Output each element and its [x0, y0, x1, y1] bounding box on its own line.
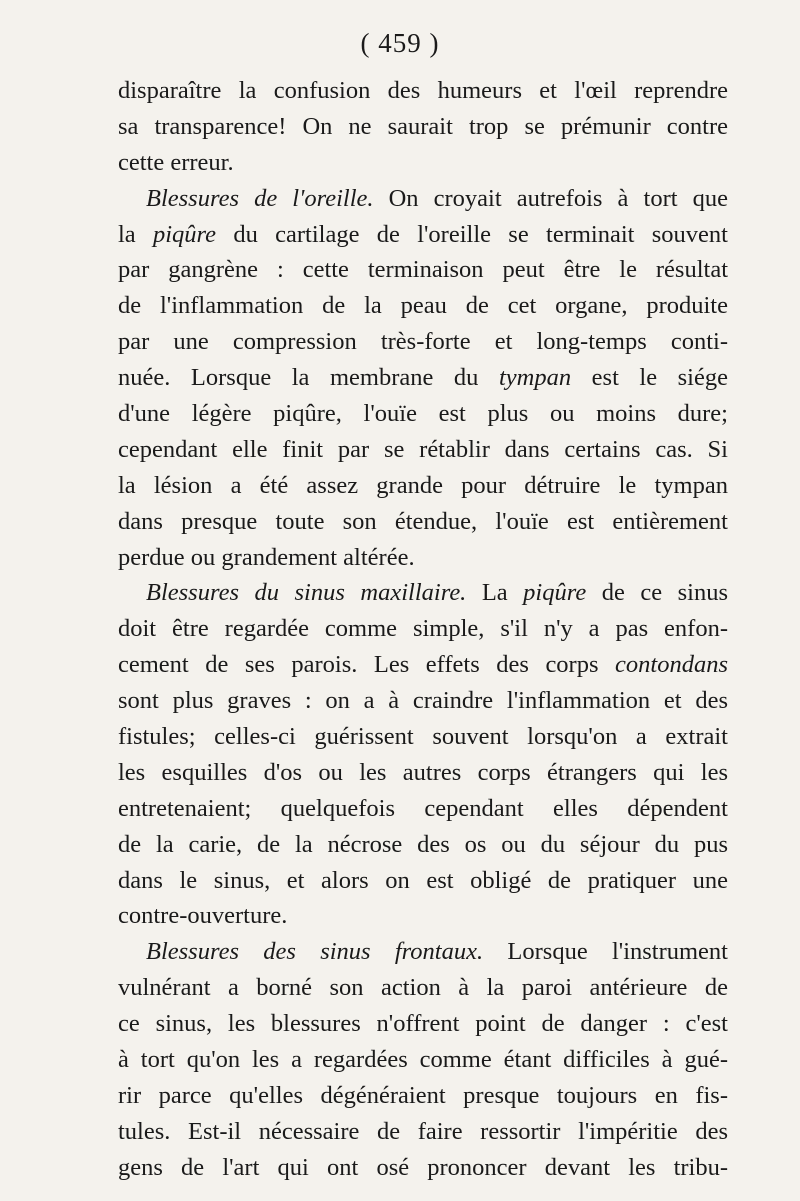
text-line: sa transparence! On ne saurait trop se prémunir contre [118, 112, 728, 140]
text-line: de la carie, de la nécrose des os ou du séjour du pus [118, 830, 728, 858]
italic-phrase: piqûre [152, 220, 217, 248]
text-line: ce sinus, les blessures n'offrent point de danger : c'est [118, 1010, 728, 1038]
italic-phrase: Blessures de l'oreille. [146, 184, 374, 212]
text-line: entretenaient; quelquefois cependant elles dépendent [118, 794, 728, 822]
text-line: cependant elle finit par se rétablir dans certains cas. Si [118, 435, 728, 463]
text-line: contre-ouverture. [118, 902, 288, 930]
page-number: ( 459 ) [360, 28, 440, 58]
text-line: cement de ses parois. Les effets des corps contondans [118, 651, 728, 679]
text-line: par gangrène : cette terminaison peut être le résultat [118, 256, 728, 284]
text-line: les esquilles d'os ou les autres corps étrangers qui les [118, 758, 728, 786]
text-line: d'une légère piqûre, l'ouïe est plus ou moins dure; [118, 400, 728, 428]
text-line: doit être regardée comme simple, s'il n'y a pas enfon- [118, 615, 728, 643]
text-line: de l'inflammation de la peau de cet organe, produite [118, 292, 728, 320]
text-line: disparaître la confusion des humeurs et l'œil reprendre [118, 77, 728, 104]
text-line: la piqûre du cartilage de l'oreille se terminait souvent [118, 220, 728, 248]
text-line: rir parce qu'elles dégénéraient presque toujours en fis- [118, 1081, 728, 1109]
text-line: dans presque toute son étendue, l'ouïe est entièrement [118, 507, 728, 535]
body-text [118, 73, 728, 1186]
italic-phrase: Blessures du sinus maxillaire. [146, 579, 467, 607]
text-line: tules. Est-il nécessaire de faire ressortir l'impéritie des [118, 1117, 728, 1145]
italic-phrase: Blessures des sinus frontaux. [146, 938, 484, 966]
text-line: nuée. Lorsque la membrane du tympan est le siége [118, 364, 728, 392]
text-line: à tort qu'on les a regardées comme étant difficiles à gué- [118, 1046, 728, 1074]
italic-phrase: piqûre [523, 579, 587, 607]
text-line: sont plus graves : on a à craindre l'inflammation et des [118, 687, 728, 715]
italic-phrase: tympan [498, 364, 572, 392]
italic-phrase: contondans [615, 651, 728, 679]
text-line: gens de l'art qui ont osé prononcer devant les tribu- [118, 1153, 728, 1181]
text-line: par une compression très-forte et long-temps conti- [118, 328, 728, 356]
text-line: Blessures du sinus maxillaire. La piqûre de ce sinus [146, 579, 728, 607]
text-line: cette erreur. [118, 148, 234, 176]
text-line: vulnérant a borné son action à la paroi antérieure de [118, 974, 728, 1002]
text-line: Blessures des sinus frontaux. Lorsque l'instrument [146, 938, 728, 966]
text-line: fistules; celles-ci guérissent souvent lorsqu'on a extrait [118, 723, 728, 751]
text-line: perdue ou grandement altérée. [118, 543, 415, 571]
text-line: Blessures de l'oreille. On croyait autrefois à tort que [146, 184, 728, 212]
text-line: la lésion a été assez grande pour détruire le tympan [118, 471, 728, 499]
text-line: dans le sinus, et alors on est obligé de pratiquer une [118, 866, 728, 894]
